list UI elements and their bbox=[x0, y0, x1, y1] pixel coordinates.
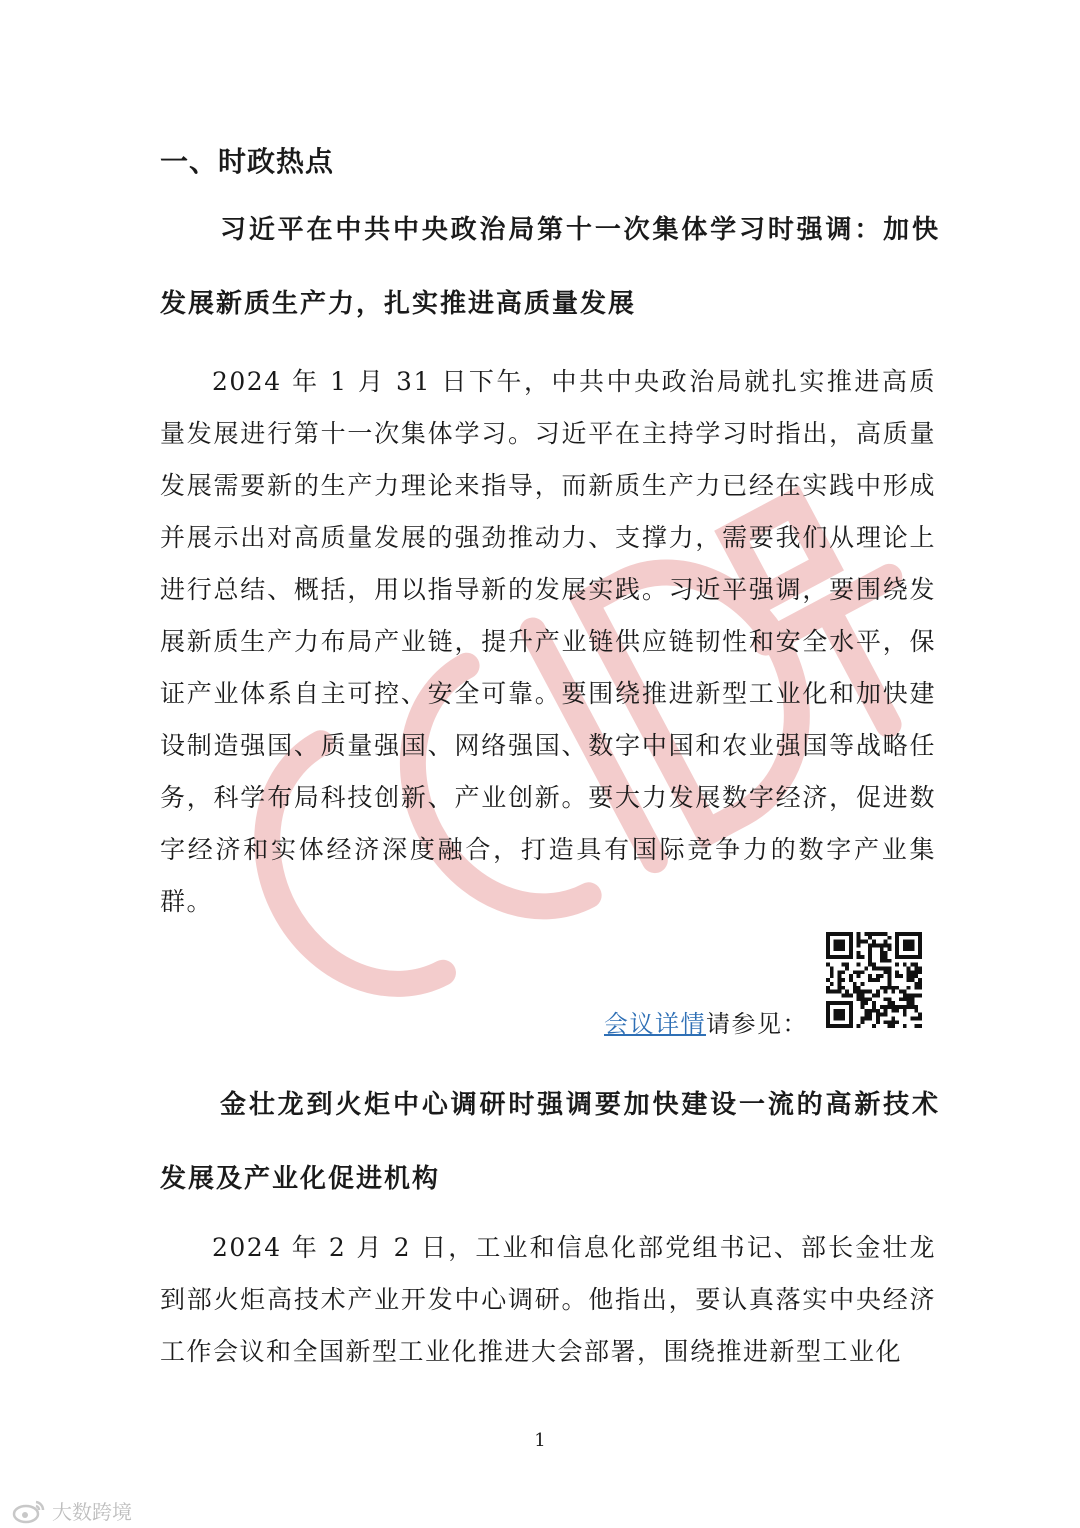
article-title: 习近平在中共中央政治局第十一次集体学习时强调：加快发展新质生产力，扎实推进高质量发展 bbox=[160, 215, 940, 319]
footer-watermark bbox=[12, 1496, 132, 1525]
qr-code bbox=[826, 932, 922, 1028]
see-more-suffix: 请参见： bbox=[706, 1010, 808, 1038]
see-more-line bbox=[604, 1004, 808, 1039]
footer-brand-text: 大数跨境 bbox=[52, 1500, 132, 1524]
page-number: 1 bbox=[534, 1430, 546, 1451]
weibo-logo-icon bbox=[12, 1498, 46, 1524]
section-heading: 一、时政热点 bbox=[160, 145, 335, 178]
article-body: 2024 年 2 月 2 日，工业和信息化部党组书记、部长金壮龙到部火炬高技术产业开发中心调研。他指出，要认真落实中央经济工作会议和全国新型工业化推进大会部署，围绕推进新型工业化 bbox=[160, 1233, 936, 1366]
meeting-details-link[interactable]: 会议详情 bbox=[604, 1010, 706, 1038]
article-body: 2024 年 1 月 31 日下午，中共中央政治局就扎实推进高质量发展进行第十一次集体学习。习近平在主持学习时指出，高质量发展需要新的生产力理论来指导，而新质生产力已经在实践中形成并展示出对高质量发展的强劲推动力、支撑力，需要我们从理论上进行总结、概括，用以指导新的发展实践。习近平强调，要围绕发展新质生产力布局产业链，提升产业链供应链韧性和安全水平，保证产业体系自主可控、安全可靠。要围绕推进新型工业化和加快建设制造强国、质量强国、网络强国、数字中国和农业强国等战略任务，科学布局科技创新、产业创新。要大力发展数字经济，促进数字经济和实体经济深度融合，打造具有国际竞争力的数字产业集群。 bbox=[160, 367, 936, 916]
article-title: 金壮龙到火炬中心调研时强调要加快建设一流的高新技术发展及产业化促进机构 bbox=[160, 1090, 940, 1194]
